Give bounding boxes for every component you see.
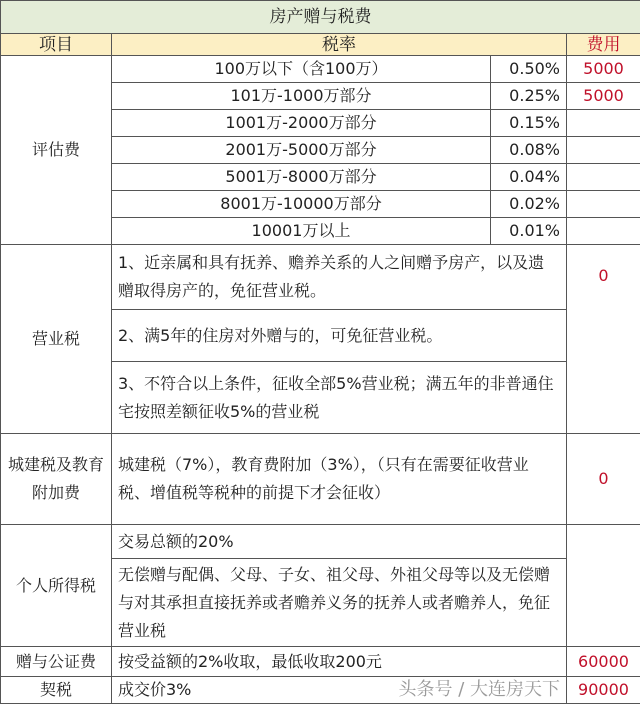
fee <box>567 137 640 164</box>
fee: 5000 <box>567 83 640 110</box>
business-tax-item: 3、不符合以上条件，征收全部5%营业税；满五年的非普通住宅按照差额征收5%的营业税 <box>112 362 567 434</box>
assessment-label: 评估费 <box>1 56 112 245</box>
business-tax-item: 1、近亲属和具有抚养、赡养关系的人之间赠予房产，以及遗赠取得房产的，免征营业税。 <box>112 245 567 310</box>
notary-fee: 60000 <box>567 647 640 677</box>
rate: 0.25% <box>491 83 567 110</box>
range: 100万以下（含100万） <box>112 56 491 83</box>
header-item: 项目 <box>1 34 112 56</box>
income-tax-item: 无偿赠与配偶、父母、子女、祖父母、外祖父母等以及无偿赠与对其承担直接抚养或者赡养义务的抚养人或者赡养人，免征营业税 <box>112 559 567 647</box>
range: 1001万-2000万部分 <box>112 110 491 137</box>
rate: 0.04% <box>491 164 567 191</box>
header-rate: 税率 <box>112 34 567 56</box>
business-tax-label: 营业税 <box>1 245 112 434</box>
range: 10001万以上 <box>112 218 491 245</box>
notary-text: 按受益额的2%收取，最低收取200元 <box>112 647 567 677</box>
notary-label: 赠与公证费 <box>1 647 112 677</box>
rate: 0.15% <box>491 110 567 137</box>
fee <box>567 218 640 245</box>
range: 101万-1000万部分 <box>112 83 491 110</box>
fee <box>567 110 640 137</box>
urban-tax-label: 城建税及教育附加费 <box>1 434 112 525</box>
income-tax-item: 交易总额的20% <box>112 525 567 559</box>
range: 5001万-8000万部分 <box>112 164 491 191</box>
watermark: 头条号 / 大连房天下 <box>398 678 560 702</box>
range: 8001万-10000万部分 <box>112 191 491 218</box>
deed-tax-fee: 90000 <box>567 677 640 704</box>
deed-tax-row-content <box>118 677 560 703</box>
deed-tax-label: 契税 <box>1 677 112 704</box>
deed-tax-cell <box>112 677 567 704</box>
rate: 0.02% <box>491 191 567 218</box>
urban-tax-text: 城建税（7%），教育费附加（3%），（只有在需要征收营业税、增值税等税种的前提下才会征收） <box>112 434 567 525</box>
fee <box>567 191 640 218</box>
urban-tax-fee: 0 <box>567 434 640 525</box>
income-tax-label: 个人所得税 <box>1 525 112 647</box>
fee: 5000 <box>567 56 640 83</box>
business-tax-fee: 0 <box>567 245 640 434</box>
income-tax-fee <box>567 525 640 647</box>
rate: 0.08% <box>491 137 567 164</box>
business-tax-item: 2、满5年的住房对外赠与的，可免征营业税。 <box>112 310 567 362</box>
deed-tax-text: 成交价3% <box>118 677 191 703</box>
table-title: 房产赠与税费 <box>1 1 640 34</box>
rate: 0.01% <box>491 218 567 245</box>
fee <box>567 164 640 191</box>
header-fee: 费用 <box>567 34 640 56</box>
rate: 0.50% <box>491 56 567 83</box>
range: 2001万-5000万部分 <box>112 137 491 164</box>
